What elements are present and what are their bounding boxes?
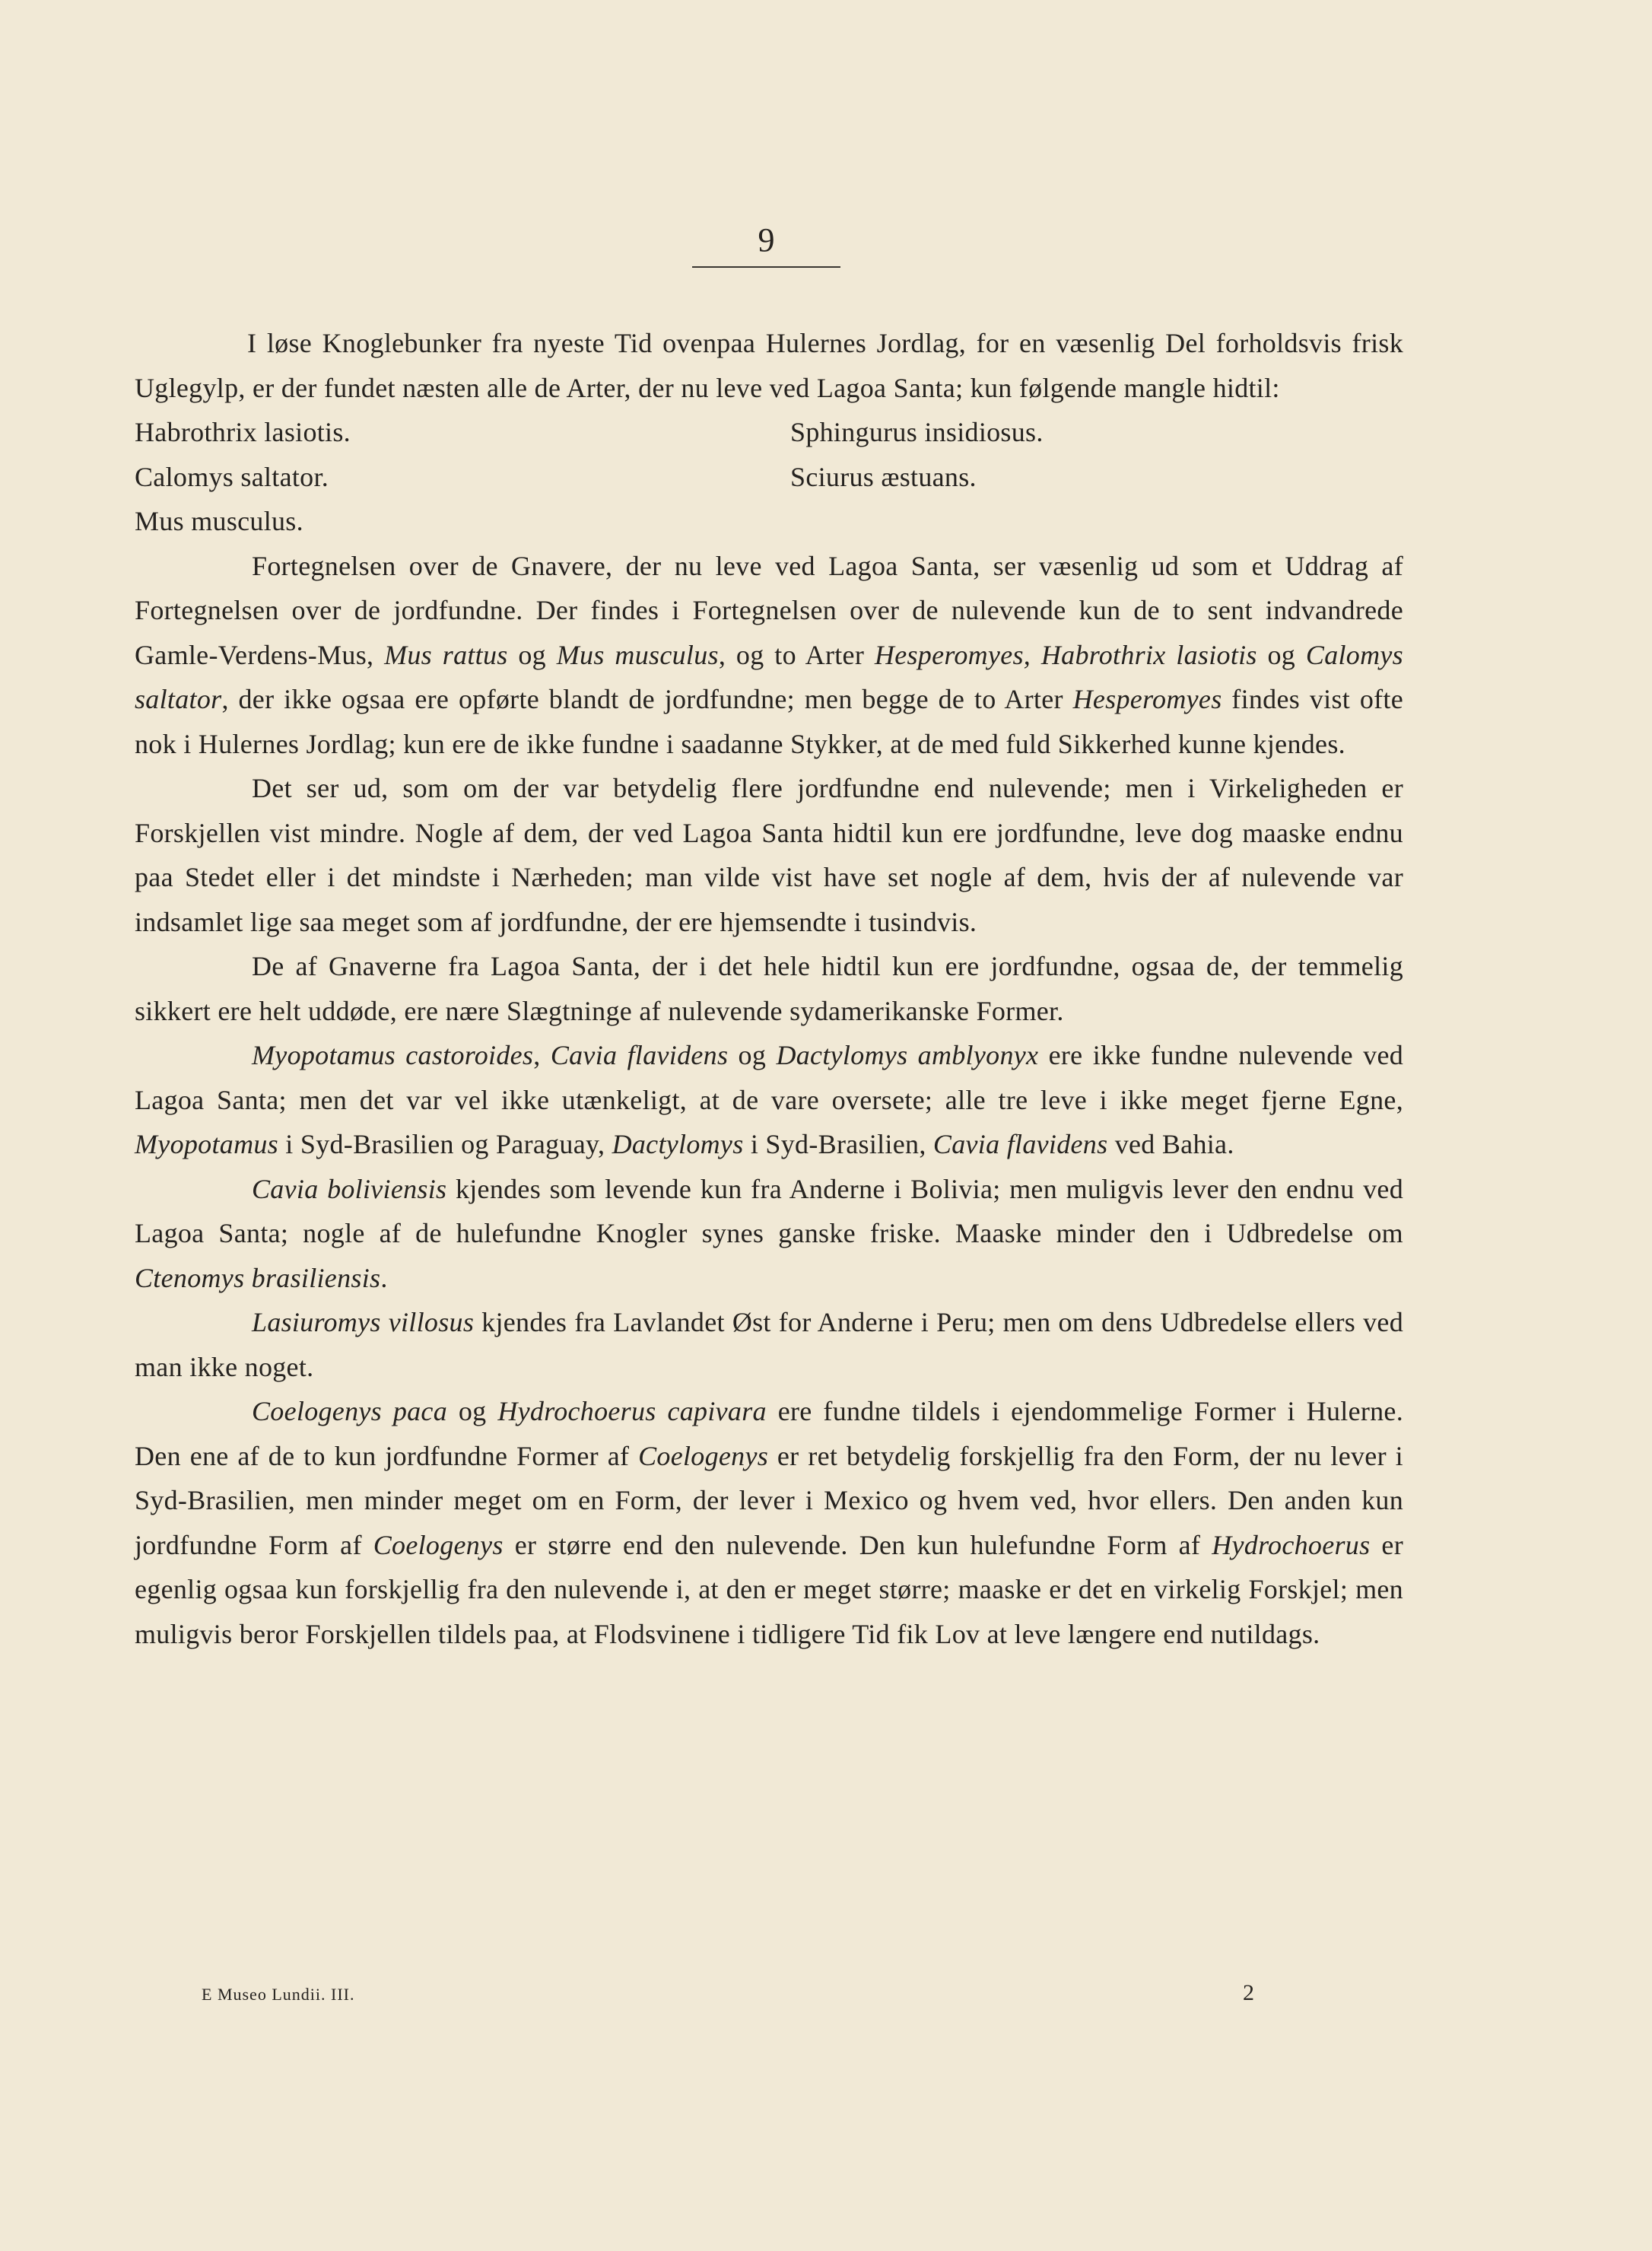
taxon-name: Myopotamus — [135, 1129, 278, 1159]
taxon-name: Coelogenys — [638, 1440, 769, 1471]
paragraph-myopotamus: Myopotamus castoroides, Cavia flavidens og Dactylomys amblyonyx ere ikke fundne nulevende ved Lagoa Santa; men det var vel ikke utænkeligt, at de vare oversete; alle tre leve i ikke meget fjerne Egne, Myopotamus i Syd-Brasilien og Paraguay, Dactylomys i Syd-Brasilien, Cavia flavidens ved Bahia. — [135, 1040, 1404, 1159]
species-item: Mus musculus. — [135, 506, 303, 536]
taxon-name: Dactylomys amblyonyx — [776, 1040, 1039, 1070]
page-number-rule — [692, 266, 840, 268]
taxon-name: Myopotamus castoroides — [252, 1040, 534, 1070]
taxon-name: Hydrochoerus — [1212, 1529, 1371, 1560]
paragraph-coelogenys: Coelogenys paca og Hydrochoerus capivara ere fundne tildels i ejendommelige Former i Hulerne. Den ene af de to kun jordfundne Former af Coelogenys er ret betydelig forskjellig fra den Form, der nu lever i Syd-Brasilien, men minder meget om en Form, der lever i Mexico og hvem ved, hvor ellers. Den anden kun jordfundne Form af Coelogenys er større end den nulevende. Den kun hulefundne Form af Hydrochoerus er egenlig ogsaa kun forskjellig fra den nulevende i, at den er meget større; maaske er det en virkelig Forskjel; men muligvis beror Forskjellen tildels paa, at Flodsvinene i tidligere Tid fik Lov at leve længere end nutildags. — [135, 1396, 1404, 1649]
body-text — [135, 321, 1403, 1656]
taxon-name: Lasiuromys villosus — [252, 1307, 475, 1337]
paragraph-cavia: Cavia boliviensis kjendes som levende kun fra Anderne i Bolivia; men muligvis lever den endnu ved Lagoa Santa; nogle af de hulefundne Knogler synes ganske friske. Maaske minder den i Udbredelse om Ctenomys brasiliensis. — [135, 1173, 1403, 1293]
taxon-name: Hesperomyes, Habrothrix lasiotis — [874, 639, 1257, 670]
signature-mark: E Museo Lundii. III. — [202, 1985, 355, 2004]
taxon-name: Hesperomyes — [1072, 684, 1222, 714]
taxon-name: Coelogenys — [373, 1529, 504, 1560]
species-column-right — [790, 410, 1403, 544]
species-item: Calomys saltator. — [135, 461, 329, 492]
sheet-number: 2 — [1243, 1980, 1254, 2005]
species-item: Habrothrix lasiotis. — [135, 417, 351, 447]
taxon-name: Cavia flavidens — [932, 1129, 1108, 1159]
paragraph-uddode: De af Gnaverne fra Lagoa Santa, der i det hele hidtil kun ere jordfundne, ogsaa de, der temmelig sikkert ere helt uddøde, ere nære Slægtninge af nulevende sydamerikanske Former. — [135, 951, 1403, 1026]
paragraph-fortegnelsen: Fortegnelsen over de Gnavere, der nu leve ved Lagoa Santa, ser væsenlig ud som et Uddrag af Fortegnelsen over de jordfundne. Der findes i Fortegnelsen over de nulevende kun de to sent indvandrede Gamle-Verdens-Mus, Mus rattus og Mus musculus, og to Arter Hesperomyes, Habrothrix lasiotis og Calomys saltator, der ikke ogsaa ere opførte blandt de jordfundne; men begge de to Arter Hesperomyes findes vist ofte nok i Hulernes Jordlag; kun ere de ikke fundne i saadanne Stykker, at de med fuld Sikkerhed kunne kjendes. — [135, 550, 1403, 759]
page-number: 9 — [758, 221, 775, 259]
taxon-name: Cavia boliviensis — [252, 1173, 447, 1204]
taxon-name: Mus rattus — [384, 639, 508, 670]
missing-species-list — [135, 410, 1403, 544]
paragraph-lasiuromys: Lasiuromys villosus kjendes fra Lavlandet Øst for Anderne i Peru; men om dens Udbredelse ellers ved man ikke noget. — [135, 1307, 1403, 1382]
species-item: Sphingurus insidiosus. — [790, 417, 1044, 447]
taxon-name: Mus musculus — [556, 639, 719, 670]
taxon-name: Cavia flavidens — [550, 1040, 729, 1070]
taxon-name: Hydrochoerus capivara — [497, 1396, 767, 1426]
taxon-name: Coelogenys paca — [252, 1396, 448, 1426]
intro-paragraph: I løse Knoglebunker fra nyeste Tid ovenpaa Hulernes Jordlag, for en væsenlig Del forholdsvis frisk Uglegylp, er der fundet næsten alle de Arter, der nu leve ved Lagoa Santa; kun følgende mangle hidtil: — [135, 328, 1403, 403]
page-footer — [202, 1980, 1254, 2006]
taxon-name: Ctenomys brasiliensis — [135, 1262, 381, 1293]
species-item: Sciurus æstuans. — [790, 461, 977, 492]
taxon-name: Calomys saltator — [135, 639, 1403, 714]
species-column-left — [135, 410, 790, 544]
taxon-name: Dactylomys — [612, 1129, 744, 1159]
paragraph-jordfundne: Det ser ud, som om der var betydelig flere jordfundne end nulevende; men i Virkeligheden er Forskjellen vist mindre. Nogle af dem, der ved Lagoa Santa hidtil kun ere jordfundne, leve dog maaske endnu paa Stedet eller i det mindste i Nærheden; man vilde vist have set nogle af dem, hvis der af nulevende var indsamlet lige saa meget som af jordfundne, der ere hjemsendte i tusindvis. — [135, 773, 1403, 937]
